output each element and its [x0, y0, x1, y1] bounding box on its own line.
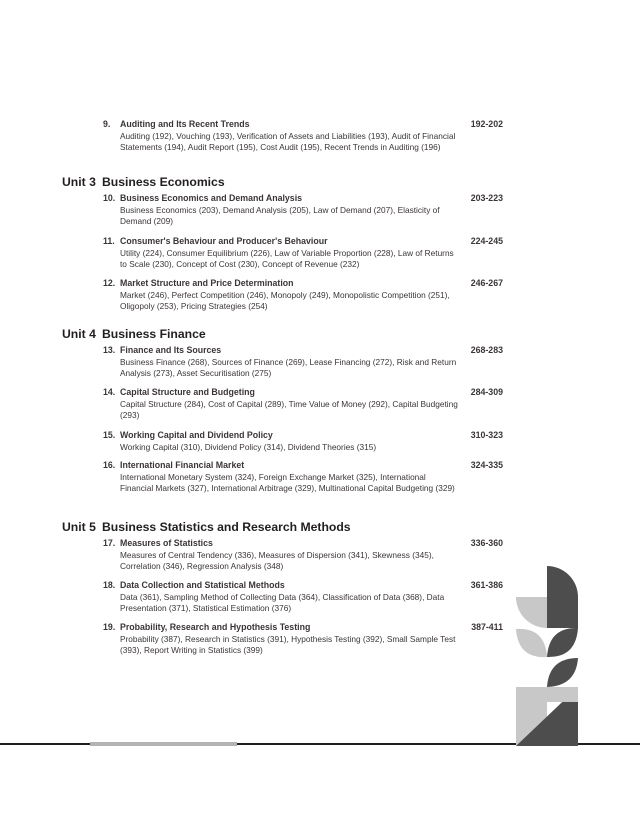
chapter-heading	[103, 622, 503, 635]
dark-square-shape	[547, 597, 578, 628]
chapter-number: 14.	[103, 387, 116, 397]
unit-number: Unit 5	[62, 520, 96, 534]
chapter-page-range: 361-386	[470, 580, 503, 590]
chapter-topics: Data (361), Sampling Method of Collecting Data (364), Classification of Data (368), Data Presentation (371), Statistical Estimation (376)	[120, 592, 445, 613]
chapter-topics: Probability (387), Research in Statistics (391), Hypothesis Testing (392), Small Sample Test (393), Report Writing in Statistics (399)	[120, 634, 456, 655]
chapter-page-range: 387-411	[471, 622, 503, 632]
chapter-number: 17.	[103, 538, 116, 548]
half-circle-shape	[516, 597, 547, 628]
chapter-page-range: 324-335	[470, 460, 503, 470]
chapter-title: Probability, Research and Hypothesis Testing	[120, 622, 311, 632]
chapter-page-range: 336-360	[470, 538, 503, 548]
unit-heading	[62, 520, 351, 534]
unit-title: Business Statistics and Research Methods	[102, 520, 351, 534]
chapter-title: Measures of Statistics	[120, 538, 213, 548]
chapter-number: 9.	[103, 119, 111, 129]
chapter-page-range: 192-202	[470, 119, 503, 129]
chapter-entry	[103, 345, 503, 378]
chapter-entry	[103, 622, 503, 655]
chapter-entry	[103, 387, 503, 420]
chapter-number: 10.	[103, 193, 116, 203]
leaf-shape-left	[516, 629, 547, 657]
chapter-number: 19.	[103, 622, 116, 632]
chapter-entry	[103, 538, 503, 571]
decorative-shapes	[516, 566, 578, 746]
chapter-page-range: 224-245	[470, 236, 503, 246]
unit-number: Unit 3	[62, 175, 96, 189]
chapter-topics: International Monetary System (324), Foreign Exchange Market (325), International Financial Markets (327), International Arbitrage (329), Multinational Capital Budgeting (329)	[120, 472, 455, 493]
chapter-entry	[103, 193, 503, 226]
chapter-heading	[103, 345, 503, 358]
chapter-topics: Business Finance (268), Sources of Finance (269), Lease Financing (272), Risk and Return Analysis (273), Asset Securitisation (275)	[120, 357, 457, 378]
chapter-topics: Auditing (192), Vouching (193), Verification of Assets and Liabilities (193), Audit of Financial Statements (194), Audit Report (195), Cost Audit (195), Recent Trends in Auditing (196)	[120, 131, 456, 152]
chapter-title: International Financial Market	[120, 460, 245, 470]
unit-title: Business Finance	[102, 327, 206, 341]
leaf-shape-bottom	[547, 658, 578, 687]
chapter-topics: Market (246), Perfect Competition (246), Monopoly (249), Monopolistic Competition (251), Oligopoly (253), Pricing Strategies (254)	[120, 290, 450, 311]
chapter-title: Business Economics and Demand Analysis	[120, 193, 303, 203]
quarter-circle-shape	[547, 566, 578, 597]
chapter-heading	[103, 387, 503, 400]
chapter-heading	[103, 278, 503, 291]
unit-heading	[62, 175, 225, 189]
chapter-page-range: 203-223	[470, 193, 503, 203]
unit-heading	[62, 327, 206, 341]
chapter-title: Finance and Its Sources	[120, 345, 222, 355]
chapter-heading	[103, 580, 503, 593]
chapter-title: Consumer's Behaviour and Producer's Behaviour	[120, 236, 328, 246]
chapter-heading	[103, 236, 503, 249]
chapter-title: Auditing and Its Recent Trends	[120, 119, 250, 129]
chapter-entry	[103, 236, 503, 269]
chapter-topics: Utility (224), Consumer Equilibrium (226), Law of Variable Proportion (228), Law of Returns to Scale (230), Concept of Cost (230), Concept of Revenue (232)	[120, 248, 454, 269]
chapter-number: 13.	[103, 345, 116, 355]
unit-number: Unit 4	[62, 327, 96, 341]
chapter-number: 11.	[103, 236, 115, 246]
chapter-number: 16.	[103, 460, 116, 470]
bottom-accent-bar	[90, 742, 237, 746]
chapter-number: 18.	[103, 580, 116, 590]
chapter-entry	[103, 278, 503, 311]
leaf-shape-right	[547, 628, 578, 657]
chapter-entry	[103, 460, 503, 493]
chapter-heading	[103, 119, 503, 132]
unit-title: Business Economics	[102, 175, 225, 189]
chapter-number: 12.	[103, 278, 116, 288]
chapter-entry	[103, 580, 503, 613]
chapter-topics: Business Economics (203), Demand Analysis (205), Law of Demand (207), Elasticity of Demand (209)	[120, 205, 440, 226]
chapter-page-range: 268-283	[470, 345, 503, 355]
chapter-heading	[103, 460, 503, 473]
chapter-topics: Working Capital (310), Dividend Policy (314), Dividend Theories (315)	[120, 442, 377, 452]
chapter-page-range: 246-267	[470, 278, 503, 288]
chapter-entry	[103, 119, 503, 152]
light-block-shape	[547, 687, 578, 702]
chapter-heading	[103, 193, 503, 206]
chapter-page-range: 284-309	[470, 387, 503, 397]
chapter-title: Capital Structure and Budgeting	[120, 387, 255, 397]
chapter-page-range: 310-323	[470, 430, 503, 440]
chapter-topics: Capital Structure (284), Cost of Capital (289), Time Value of Money (292), Capital Budgeting (293)	[120, 399, 458, 420]
chapter-entry	[103, 430, 503, 453]
chapter-heading	[103, 430, 503, 443]
chapter-heading	[103, 538, 503, 551]
chapter-title: Data Collection and Statistical Methods	[120, 580, 285, 590]
chapter-number: 15.	[103, 430, 116, 440]
chapter-title: Market Structure and Price Determination	[120, 278, 294, 288]
chapter-title: Working Capital and Dividend Policy	[120, 430, 273, 440]
chapter-topics: Measures of Central Tendency (336), Measures of Dispersion (341), Skewness (345), Correlation (346), Regression Analysis (348)	[120, 550, 434, 571]
